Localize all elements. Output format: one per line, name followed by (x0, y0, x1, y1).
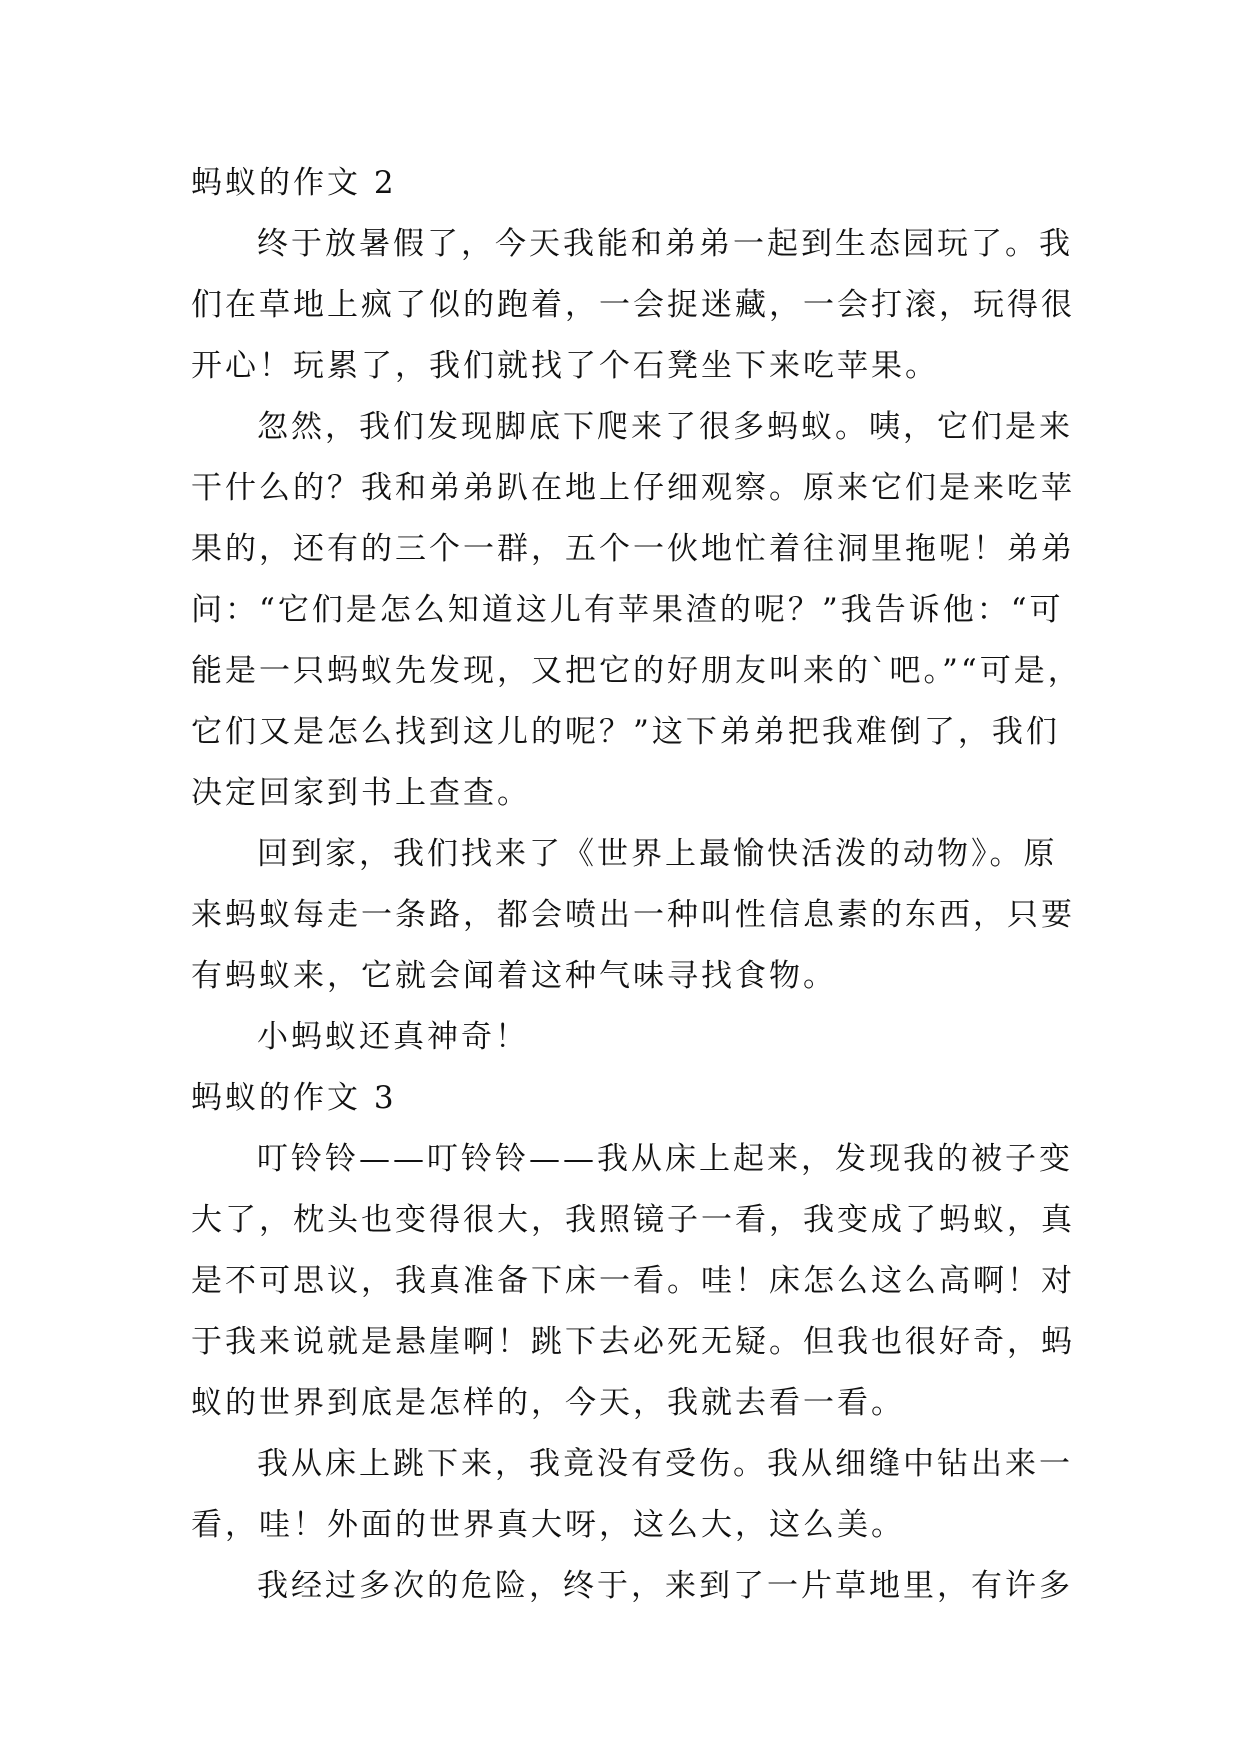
document-body (191, 153, 1082, 1617)
paragraph-line: 是不可思议，我真准备下床一看。哇！床怎么这么高啊！对 (191, 1263, 1075, 1299)
paragraph-line: 们在草地上疯了似的跑着，一会捉迷藏，一会打滚，玩得很 (191, 287, 1075, 323)
section-heading-2: 蚂蚁的作文 2 (191, 165, 397, 201)
paragraph-line: 来蚂蚁每走一条路，都会喷出一种叫性信息素的东西，只要 (191, 897, 1075, 933)
paragraph (191, 1556, 1071, 1617)
paragraph-line: 问：“它们是怎么知道这儿有苹果渣的呢？”我告诉他：“可 (191, 592, 1064, 628)
paragraph-line: 回到家，我们找来了《世界上最愉快活泼的动物》。原 (257, 836, 1058, 872)
paragraph-line: 于我来说就是悬崖啊！跳下去必死无疑。但我也很好奇，蚂 (191, 1324, 1075, 1360)
paragraph-line: 小蚂蚁还真神奇！ (257, 1019, 529, 1055)
paragraph (191, 214, 1075, 397)
paragraph-line: 决定回家到书上查查。 (191, 775, 531, 811)
paragraph (191, 1129, 1075, 1434)
paragraph-line: 忽然，我们发现脚底下爬来了很多蚂蚁。咦，它们是来 (257, 409, 1073, 445)
paragraph-line: 有蚂蚁来，它就会闻着这种气味寻找食物。 (191, 958, 837, 994)
paragraph-line: 蚁的世界到底是怎样的，今天，我就去看一看。 (191, 1385, 905, 1421)
paragraph-line: 能是一只蚂蚁先发现，又把它的好朋友叫来的`吧。”“可是， (191, 653, 1082, 689)
paragraph-line: 叮铃铃——叮铃铃——我从床上起来，发现我的被子变 (257, 1141, 1073, 1177)
paragraph-line: 干什么的？我和弟弟趴在地上仔细观察。原来它们是来吃苹 (191, 470, 1075, 506)
section-heading-3: 蚂蚁的作文 3 (191, 1080, 397, 1116)
paragraph-line: 开心！玩累了，我们就找了个石凳坐下来吃苹果。 (191, 348, 939, 384)
paragraph-line: 我从床上跳下来，我竟没有受伤。我从细缝中钻出来一 (257, 1446, 1073, 1482)
paragraph (191, 1434, 1071, 1556)
paragraph-line: 我经过多次的危险，终于，来到了一片草地里，有许多 (257, 1568, 1073, 1604)
paragraph-line: 终于放暑假了，今天我能和弟弟一起到生态园玩了。我 (257, 226, 1073, 262)
paragraph (191, 1007, 1071, 1068)
paragraph-line: 果的，还有的三个一群，五个一伙地忙着往洞里拖呢！弟弟 (191, 531, 1075, 567)
paragraph-line: 它们又是怎么找到这儿的呢？”这下弟弟把我难倒了，我们 (191, 714, 1060, 750)
paragraph (191, 824, 1075, 1007)
paragraph-line: 看，哇！外面的世界真大呀，这么大，这么美。 (191, 1507, 905, 1543)
paragraph (191, 397, 1082, 824)
paragraph-line: 大了，枕头也变得很大，我照镜子一看，我变成了蚂蚁，真 (191, 1202, 1075, 1238)
